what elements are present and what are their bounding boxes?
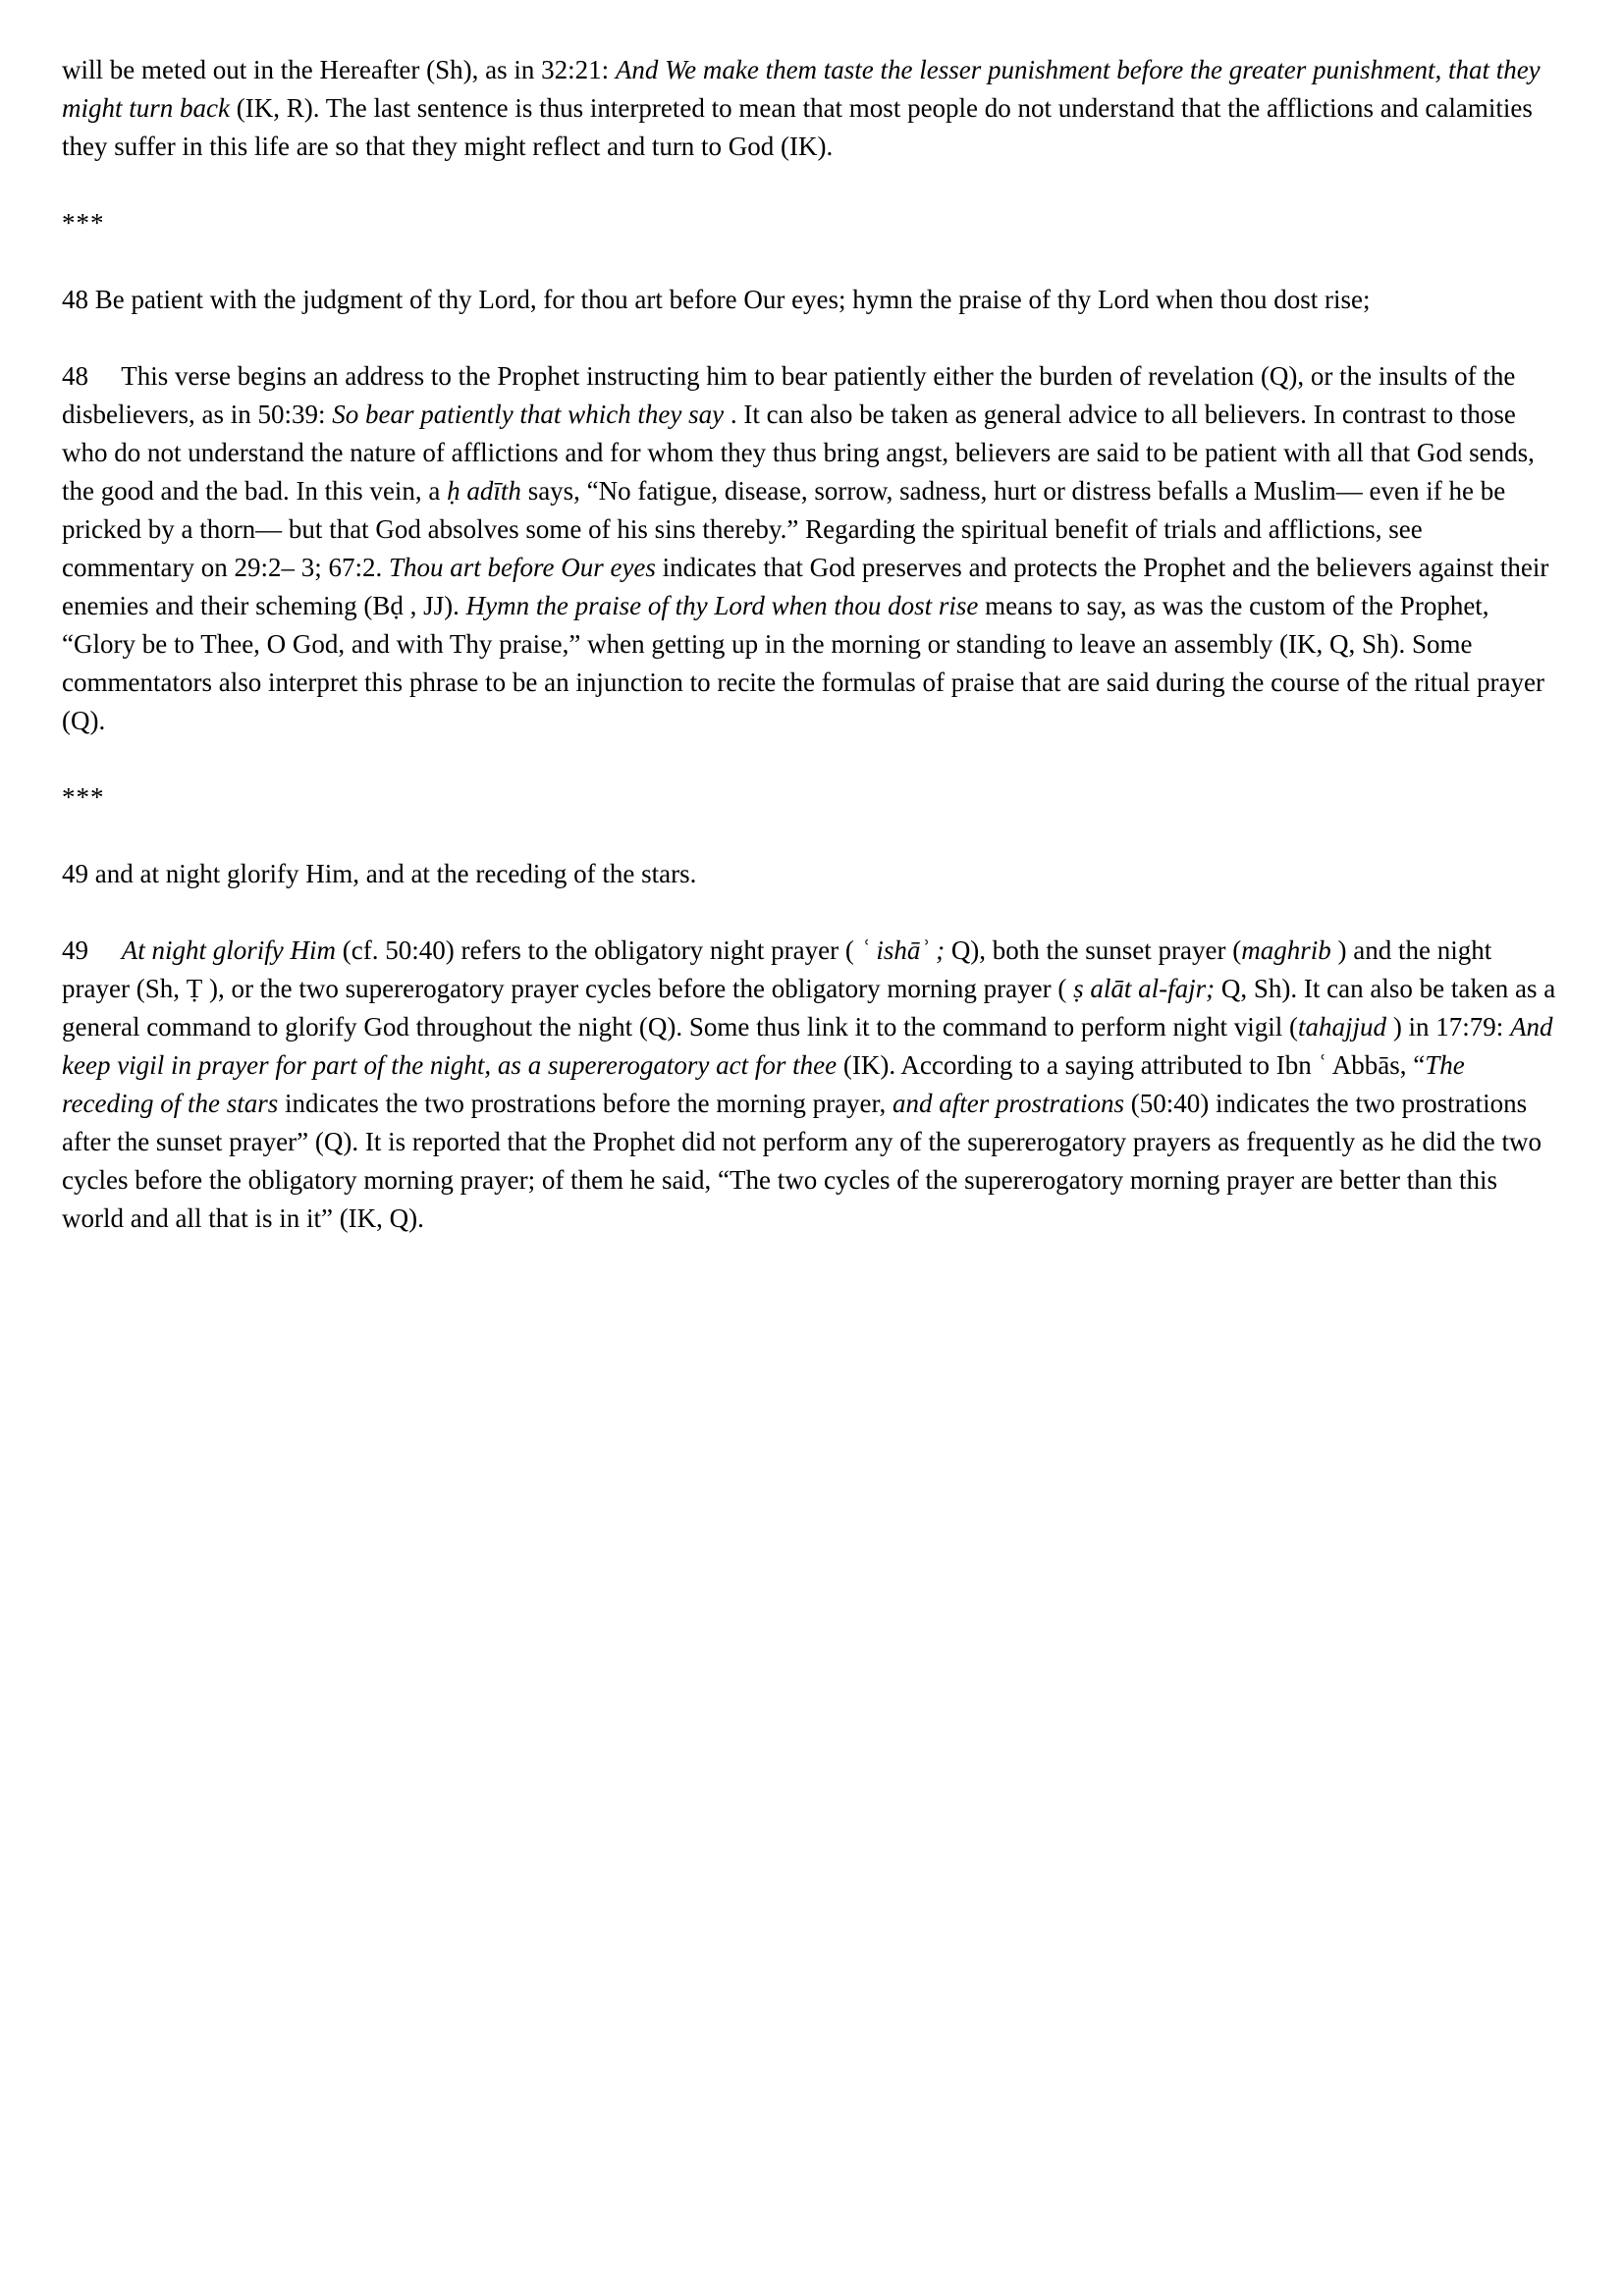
italic-text-run: ʿ ishāʾ ; bbox=[860, 935, 946, 965]
italic-text-run: and after prostrations bbox=[892, 1089, 1124, 1118]
page-text-content bbox=[62, 51, 1561, 1238]
text-run: means to say, as was the custom of the Prophet, “Glory be to Thee, O God, and with Thy praise,” when getting up in the morning or standing to leave an assembly (IK, Q, Sh). Some commentators also interpret this phrase to be an injunction to recite the formulas of praise that are said during the course of the ritual prayer (Q). bbox=[62, 591, 1551, 735]
text-run: Q, Sh). It can also be taken as a general command to glorify God throughout the night (Q). Some thus link it to the command to perform night vigil ( bbox=[62, 974, 1563, 1041]
text-run: *** bbox=[62, 782, 105, 812]
italic-text-run: And keep vigil in prayer for part of the night, as a supererogatory act for thee bbox=[62, 1012, 1560, 1080]
italic-text-run: Hymn the praise of thy Lord when thou dost rise bbox=[465, 591, 979, 620]
italic-text-run: tahajjud bbox=[1298, 1012, 1387, 1041]
text-run: (50:40) indicates the two prostrations after the sunset prayer” (Q). It is reported that the Prophet did not perform any of the supererogatory prayers as frequently as he did the two cycles before the obligatory morning prayer; of them he said, “The two cycles of the supererogatory morning prayer are better than this world and all that is in it” (IK, Q). bbox=[62, 1089, 1548, 1233]
section-separator bbox=[62, 204, 1561, 242]
commentary-49-paragraph bbox=[62, 932, 1561, 1238]
text-run: (IK). According to a saying attributed to Ibn ʿ Abbās, “ bbox=[837, 1050, 1426, 1080]
text-run: (cf. 50:40) refers to the obligatory night prayer ( bbox=[336, 935, 861, 965]
text-run: says, “No fatigue, disease, sorrow, sadness, hurt or distress befalls a Muslim— even if he be pricked by a thorn— but that God absolves some of his sins thereby.” Regarding the spiritual benefit of trials and afflictions, see commentary on 29:2– 3; 67:2. bbox=[62, 476, 1512, 582]
text-run: will be meted out in the Hereafter (Sh), as in 32:21: bbox=[62, 55, 616, 84]
text-run: 49 and at night glorify Him, and at the receding of the stars. bbox=[62, 859, 697, 888]
text-run: ) in 17:79: bbox=[1386, 1012, 1511, 1041]
italic-text-run: At night glorify Him bbox=[121, 935, 336, 965]
italic-text-run: The receding of the stars bbox=[62, 1050, 1472, 1118]
italic-text-run: So bear patiently that which they say bbox=[332, 400, 725, 429]
verse-48-text bbox=[62, 281, 1561, 319]
text-run: (IK, R). The last sentence is thus interpreted to mean that most people do not understand that the afflictions and calamities they suffer in this life are so that they might reflect and turn to God (IK). bbox=[62, 93, 1540, 161]
text-run: ) and the night prayer (Sh, Ṭ ), or the two supererogatory prayer cycles before the obligatory morning prayer ( bbox=[62, 935, 1498, 1003]
italic-text-run: Thou art before Our eyes bbox=[388, 553, 656, 582]
text-run: 48 Be patient with the judgment of thy Lord, for thou art before Our eyes; hymn the praise of thy Lord when thou dost rise; bbox=[62, 285, 1371, 314]
text-run: 49 bbox=[62, 935, 122, 965]
text-run: Q), both the sunset prayer ( bbox=[945, 935, 1242, 965]
text-run: . It can also be taken as general advice to all believers. In contrast to those who do not understand the nature of afflictions and for whom they thus bring angst, believers are said to be patient with all that God sends, the good and the bad. In this vein, a bbox=[62, 400, 1542, 506]
text-run: indicates the two prostrations before the morning prayer, bbox=[278, 1089, 893, 1118]
continuation-paragraph bbox=[62, 51, 1561, 166]
italic-text-run: And We make them taste the lesser punishment before the greater punishment, that they might turn back bbox=[62, 55, 1547, 123]
italic-text-run: ṣ alāt al-fajr; bbox=[1073, 974, 1216, 1003]
text-run: indicates that God preserves and protects the Prophet and the believers against their enemies and their scheming (Bḍ , JJ). bbox=[62, 553, 1556, 620]
italic-text-run: ḥ adīth bbox=[447, 476, 521, 506]
section-separator bbox=[62, 778, 1561, 817]
verse-49-text bbox=[62, 855, 1561, 893]
commentary-48-paragraph bbox=[62, 357, 1561, 740]
text-run: *** bbox=[62, 208, 105, 238]
italic-text-run: maghrib bbox=[1241, 935, 1331, 965]
text-run: 48 This verse begins an address to the Prophet instructing him to bear patiently either the burden of revelation (Q), or the insults of the disbelievers, as in 50:39: bbox=[62, 361, 1523, 429]
